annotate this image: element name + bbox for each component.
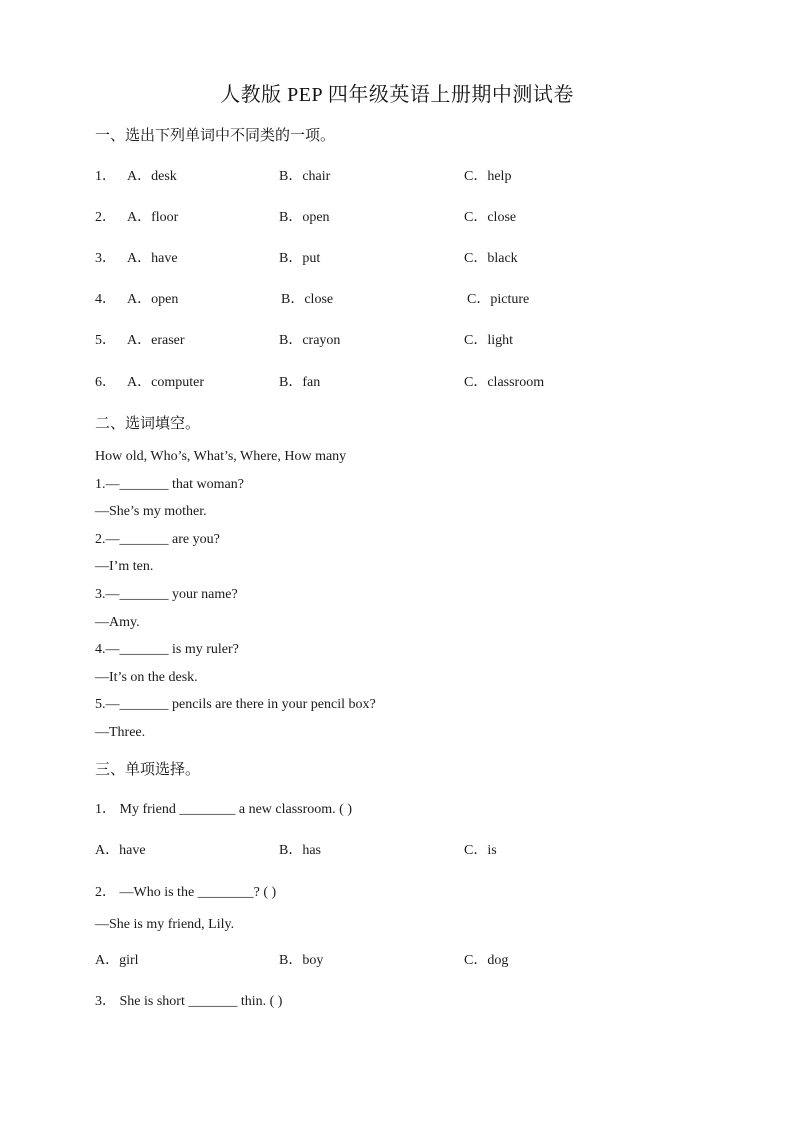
s3-question-3-stem: 3． She is short _______ thin. ( ) bbox=[95, 994, 283, 1009]
section-2-heading: 二、选词填空。 bbox=[95, 416, 201, 432]
s2-line: —I’m ten. bbox=[95, 559, 154, 574]
option-c: C．black bbox=[464, 251, 518, 266]
option-c: C．dog bbox=[464, 953, 509, 968]
option-a: A．girl bbox=[95, 953, 139, 968]
s2-line: 3.—_______ your name? bbox=[95, 587, 238, 602]
question-number: 5． bbox=[95, 333, 116, 348]
option-c: C．picture bbox=[467, 292, 530, 307]
s2-line: 5.—_______ pencils are there in your pencil box? bbox=[95, 697, 376, 712]
option-a: A．have bbox=[95, 843, 146, 858]
word-bank: How old, Who’s, What’s, Where, How many bbox=[95, 449, 347, 464]
option-a: A．have bbox=[127, 251, 178, 266]
section-1-heading: 一、选出下列单词中不同类的一项。 bbox=[95, 128, 336, 144]
option-b: B．chair bbox=[279, 169, 331, 184]
s2-line: —It’s on the desk. bbox=[95, 670, 198, 685]
page-title: 人教版 PEP 四年级英语上册期中测试卷 bbox=[220, 84, 574, 106]
option-c: C．light bbox=[464, 333, 514, 348]
s2-line: 4.—_______ is my ruler? bbox=[95, 642, 239, 657]
option-b: B．boy bbox=[279, 953, 324, 968]
s2-line: —Amy. bbox=[95, 615, 140, 630]
option-a: A．computer bbox=[127, 375, 204, 390]
s3-question-2-answer: —She is my friend, Lily. bbox=[95, 917, 235, 932]
option-a: A．desk bbox=[127, 169, 177, 184]
option-c: C．is bbox=[464, 843, 497, 858]
option-a: A．eraser bbox=[127, 333, 185, 348]
option-a: A．open bbox=[127, 292, 179, 307]
question-number: 6． bbox=[95, 375, 116, 390]
s2-line: —Three. bbox=[95, 725, 146, 740]
option-c: C．classroom bbox=[464, 375, 545, 390]
s2-line: 1.—_______ that woman? bbox=[95, 477, 244, 492]
s3-question-2-stem: 2． —Who is the ________? ( ) bbox=[95, 885, 277, 900]
question-number: 4． bbox=[95, 292, 116, 307]
option-b: B．crayon bbox=[279, 333, 341, 348]
s2-line: 2.—_______ are you? bbox=[95, 532, 220, 547]
section-3-heading: 三、单项选择。 bbox=[95, 762, 201, 778]
option-a: A．floor bbox=[127, 210, 179, 225]
option-c: C．help bbox=[464, 169, 512, 184]
option-b: B．put bbox=[279, 251, 321, 266]
s2-line: —She’s my mother. bbox=[95, 504, 207, 519]
option-c: C．close bbox=[464, 210, 517, 225]
question-number: 3． bbox=[95, 251, 116, 266]
option-b: B．fan bbox=[279, 375, 321, 390]
option-b: B．close bbox=[281, 292, 334, 307]
question-number: 2． bbox=[95, 210, 116, 225]
option-b: B．open bbox=[279, 210, 330, 225]
option-b: B．has bbox=[279, 843, 321, 858]
question-number: 1． bbox=[95, 169, 116, 184]
s3-question-1-stem: 1． My friend ________ a new classroom. ( ) bbox=[95, 802, 353, 817]
